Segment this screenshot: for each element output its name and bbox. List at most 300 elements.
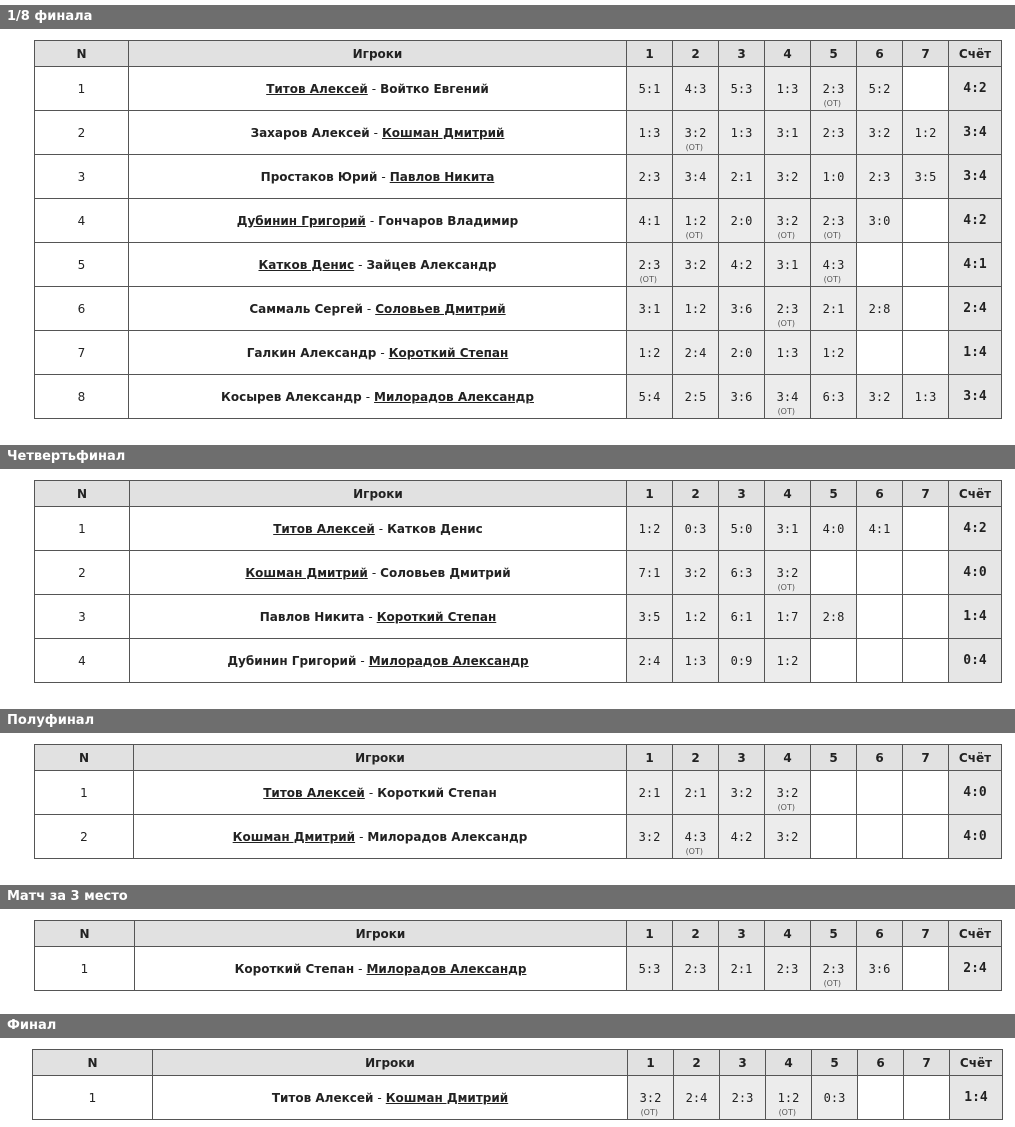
- game-score-1: [628, 1076, 674, 1120]
- overtime-mark: (ОТ): [685, 143, 703, 152]
- section-title: Финал: [0, 1014, 1015, 1038]
- game-score-2: [673, 771, 719, 815]
- match-number: 2: [35, 551, 130, 595]
- match-total-score: 1:4: [949, 331, 1002, 375]
- match-total-score: 2:4: [949, 947, 1002, 991]
- column-header-game-3: 3: [719, 41, 765, 67]
- match-number: 6: [35, 287, 129, 331]
- game-score-value: 2:3: [638, 169, 661, 184]
- match-row: [35, 67, 1002, 111]
- player-two: Соловьев Дмитрий: [380, 565, 511, 580]
- overtime-mark: (ОТ): [777, 231, 795, 240]
- game-score-value: 1:7: [776, 609, 799, 624]
- game-score-value: 2:1: [730, 961, 753, 976]
- player-two: Войтко Евгений: [380, 81, 489, 96]
- player-two: Короткий Степан: [377, 785, 497, 800]
- game-score-7: [903, 331, 949, 375]
- results-table: [34, 40, 1002, 419]
- game-score-value: 7:1: [638, 565, 661, 580]
- game-score-value: 2:3: [822, 213, 845, 228]
- match-players: [129, 67, 627, 111]
- game-score-7: [903, 947, 949, 991]
- game-score-1: [627, 199, 673, 243]
- header-row: [33, 1050, 1003, 1076]
- player-two[interactable]: Соловьев Дмитрий: [375, 301, 506, 316]
- overtime-mark: (ОТ): [777, 407, 795, 416]
- match-total-score: 3:4: [949, 375, 1002, 419]
- game-score-1: [627, 815, 673, 859]
- game-score-value: 3:2: [868, 125, 891, 140]
- game-score-value: 3:1: [638, 301, 661, 316]
- game-score-value: 2:3: [638, 257, 661, 272]
- game-score-1: [627, 595, 673, 639]
- game-score-5: [811, 155, 857, 199]
- game-score-3: [719, 507, 765, 551]
- game-score-value: 1:3: [684, 653, 707, 668]
- game-score-6: [857, 111, 903, 155]
- game-score-value: 1:2: [822, 345, 845, 360]
- column-header-game-3: 3: [720, 1050, 766, 1076]
- player-one[interactable]: Титов Алексей: [263, 785, 365, 800]
- player-one[interactable]: Титов Алексей: [273, 521, 375, 536]
- player-separator: -: [368, 785, 374, 800]
- game-score-value: 1:2: [776, 653, 799, 668]
- game-score-value: 4:2: [730, 829, 753, 844]
- column-header-game-3: 3: [719, 481, 765, 507]
- overtime-mark: (ОТ): [823, 99, 841, 108]
- game-score-2: [673, 67, 719, 111]
- game-score-7: [903, 507, 949, 551]
- game-score-7: [903, 67, 949, 111]
- column-header-game-2: 2: [673, 481, 719, 507]
- match-number: 7: [35, 331, 129, 375]
- game-score-4: [765, 815, 811, 859]
- results-table: [34, 920, 1002, 991]
- game-score-3: [719, 551, 765, 595]
- game-score-value: 2:3: [822, 81, 845, 96]
- column-header-game-7: 7: [903, 481, 949, 507]
- game-score-5: [811, 331, 857, 375]
- player-one[interactable]: Титов Алексей: [266, 81, 368, 96]
- game-score-value: 1:3: [638, 125, 661, 140]
- game-score-1: [627, 639, 673, 683]
- game-score-value: 2:3: [822, 125, 845, 140]
- game-score-2: [673, 507, 719, 551]
- game-score-7: [903, 551, 949, 595]
- match-number: 2: [35, 815, 134, 859]
- match-row: [35, 287, 1002, 331]
- game-score-3: [719, 287, 765, 331]
- game-score-6: [857, 771, 903, 815]
- match-players: [129, 111, 627, 155]
- column-header-game-6: 6: [857, 41, 903, 67]
- match-players: [134, 771, 627, 815]
- bracket-section: [0, 885, 1015, 988]
- match-row: [33, 1076, 1003, 1120]
- game-score-7: [903, 155, 949, 199]
- game-score-value: 6:1: [730, 609, 753, 624]
- match-players: [130, 551, 627, 595]
- header-row: [35, 481, 1002, 507]
- game-score-4: [765, 155, 811, 199]
- column-header-game-4: 4: [766, 1050, 812, 1076]
- game-score-value: 0:3: [684, 521, 707, 536]
- column-header-total: Счёт: [950, 1050, 1003, 1076]
- match-players: [134, 815, 627, 859]
- column-header-game-2: 2: [673, 745, 719, 771]
- game-score-value: 1:2: [777, 1090, 800, 1105]
- player-separator: -: [381, 169, 386, 184]
- game-score-4: [765, 111, 811, 155]
- column-header-players: Игроки: [134, 745, 627, 771]
- game-score-5: [811, 111, 857, 155]
- column-header-game-1: 1: [627, 745, 673, 771]
- game-score-value: 4:2: [730, 257, 753, 272]
- game-score-3: [719, 815, 765, 859]
- match-total-score: 0:4: [949, 639, 1002, 683]
- game-score-value: 3:2: [776, 213, 799, 228]
- game-score-value: 3:2: [684, 565, 707, 580]
- match-row: [35, 331, 1002, 375]
- game-score-6: [857, 199, 903, 243]
- player-separator: -: [377, 1090, 382, 1105]
- game-score-value: 4:0: [822, 521, 845, 536]
- column-header-players: Игроки: [130, 481, 627, 507]
- game-score-2: [673, 155, 719, 199]
- match-total-score: 4:2: [949, 507, 1002, 551]
- column-header-game-5: 5: [811, 41, 857, 67]
- game-score-value: 3:6: [730, 389, 753, 404]
- game-score-value: 3:0: [868, 213, 891, 228]
- player-two: Катков Денис: [387, 521, 483, 536]
- game-score-3: [719, 375, 765, 419]
- game-score-3: [719, 67, 765, 111]
- player-two[interactable]: Милорадов Александр: [368, 653, 529, 668]
- game-score-6: [857, 595, 903, 639]
- column-header-game-6: 6: [857, 481, 903, 507]
- player-separator: -: [378, 521, 384, 536]
- game-score-value: 3:6: [868, 961, 891, 976]
- game-score-4: [765, 639, 811, 683]
- game-score-3: [719, 111, 765, 155]
- match-row: [35, 551, 1002, 595]
- player-one: Захаров Алексей: [250, 125, 370, 140]
- player-two[interactable]: Кошман Дмитрий: [385, 1090, 509, 1105]
- player-one: Саммаль Сергей: [249, 301, 363, 316]
- player-separator: -: [368, 609, 373, 624]
- game-score-value: 6:3: [822, 389, 845, 404]
- match-number: 1: [35, 67, 129, 111]
- player-one[interactable]: Дубинин Григорий: [236, 213, 366, 228]
- game-score-6: [857, 67, 903, 111]
- overtime-mark: (ОТ): [685, 231, 703, 240]
- player-two[interactable]: Короткий Степан: [388, 345, 509, 360]
- game-score-value: 2:5: [684, 389, 707, 404]
- game-score-4: [765, 243, 811, 287]
- match-row: [35, 199, 1002, 243]
- game-score-4: [765, 67, 811, 111]
- match-number: 2: [35, 111, 129, 155]
- column-header-game-1: 1: [627, 921, 673, 947]
- game-score-6: [857, 331, 903, 375]
- overtime-mark: (ОТ): [823, 275, 841, 284]
- game-score-4: [765, 947, 811, 991]
- column-header-total: Счёт: [949, 41, 1002, 67]
- game-score-value: 2:1: [684, 785, 707, 800]
- game-score-2: [673, 551, 719, 595]
- column-header-game-5: 5: [811, 745, 857, 771]
- game-score-7: [903, 639, 949, 683]
- overtime-mark: (ОТ): [640, 1108, 658, 1117]
- game-score-value: 1:3: [730, 125, 753, 140]
- game-score-value: 2:0: [730, 213, 753, 228]
- column-header-game-2: 2: [673, 41, 719, 67]
- game-score-value: 3:6: [730, 301, 753, 316]
- column-header-game-4: 4: [765, 745, 811, 771]
- section-title: Полуфинал: [0, 709, 1015, 733]
- game-score-value: 0:3: [823, 1090, 846, 1105]
- game-score-5: [811, 947, 857, 991]
- column-header-players: Игроки: [135, 921, 627, 947]
- match-players: [130, 639, 627, 683]
- player-two: Зайцев Александр: [366, 257, 497, 272]
- player-one: Галкин Александр: [246, 345, 377, 360]
- match-players: [130, 595, 627, 639]
- game-score-2: [673, 243, 719, 287]
- game-score-6: [857, 243, 903, 287]
- game-score-value: 2:0: [730, 345, 753, 360]
- player-one[interactable]: Катков Денис: [258, 257, 355, 272]
- game-score-value: 5:2: [868, 81, 891, 96]
- player-two[interactable]: Короткий Степан: [376, 609, 497, 624]
- game-score-value: 2:3: [822, 961, 845, 976]
- game-score-2: [673, 947, 719, 991]
- match-players: [129, 243, 627, 287]
- game-score-value: 3:2: [776, 785, 799, 800]
- column-header-n: N: [33, 1050, 153, 1076]
- game-score-value: 4:3: [822, 257, 845, 272]
- match-row: [35, 771, 1002, 815]
- game-score-value: 4:1: [868, 521, 891, 536]
- game-score-value: 3:5: [638, 609, 661, 624]
- game-score-value: 2:3: [776, 301, 799, 316]
- column-header-total: Счёт: [949, 921, 1002, 947]
- player-two[interactable]: Кошман Дмитрий: [382, 125, 505, 140]
- match-players: [129, 287, 627, 331]
- game-score-value: 5:4: [638, 389, 661, 404]
- game-score-4: [765, 199, 811, 243]
- match-number: 1: [33, 1076, 153, 1120]
- match-row: [35, 639, 1002, 683]
- game-score-7: [903, 375, 949, 419]
- column-header-total: Счёт: [949, 745, 1002, 771]
- game-score-2: [673, 815, 719, 859]
- game-score-value: 2:8: [822, 609, 845, 624]
- game-score-value: 5:3: [638, 961, 661, 976]
- player-two[interactable]: Милорадов Александр: [366, 961, 527, 976]
- player-two[interactable]: Милорадов Александр: [374, 389, 534, 404]
- game-score-value: 3:1: [776, 125, 799, 140]
- bracket-section: [0, 5, 1015, 416]
- game-score-5: [811, 243, 857, 287]
- overtime-mark: (ОТ): [777, 583, 795, 592]
- game-score-6: [857, 287, 903, 331]
- match-row: [35, 815, 1002, 859]
- game-score-7: [903, 199, 949, 243]
- game-score-value: 3:2: [868, 389, 891, 404]
- match-number: 1: [35, 771, 134, 815]
- game-score-value: 3:5: [914, 169, 937, 184]
- match-number: 4: [35, 639, 130, 683]
- column-header-game-7: 7: [903, 921, 949, 947]
- game-score-value: 1:2: [914, 125, 937, 140]
- column-header-game-4: 4: [765, 481, 811, 507]
- match-players: [129, 375, 627, 419]
- game-score-3: [719, 771, 765, 815]
- game-score-value: 2:4: [638, 653, 661, 668]
- game-score-4: [765, 771, 811, 815]
- game-score-5: [811, 199, 857, 243]
- column-header-n: N: [35, 745, 134, 771]
- game-score-1: [627, 67, 673, 111]
- game-score-value: 5:3: [730, 81, 753, 96]
- game-score-6: [857, 551, 903, 595]
- column-header-game-7: 7: [904, 1050, 950, 1076]
- column-header-n: N: [35, 481, 130, 507]
- player-separator: -: [371, 565, 377, 580]
- player-two: Милорадов Александр: [367, 829, 528, 844]
- column-header-players: Игроки: [129, 41, 627, 67]
- match-total-score: 1:4: [950, 1076, 1003, 1120]
- game-score-4: [765, 375, 811, 419]
- match-number: 8: [35, 375, 129, 419]
- game-score-6: [857, 375, 903, 419]
- game-score-5: [811, 551, 857, 595]
- game-score-value: 1:3: [914, 389, 937, 404]
- game-score-value: 2:3: [731, 1090, 754, 1105]
- game-score-4: [766, 1076, 812, 1120]
- game-score-1: [627, 155, 673, 199]
- game-score-6: [857, 639, 903, 683]
- game-score-value: 3:2: [638, 829, 661, 844]
- match-row: [35, 375, 1002, 419]
- match-row: [35, 243, 1002, 287]
- game-score-5: [811, 639, 857, 683]
- column-header-game-7: 7: [903, 41, 949, 67]
- bracket-section: [0, 709, 1015, 856]
- column-header-game-2: 2: [674, 1050, 720, 1076]
- game-score-5: [811, 67, 857, 111]
- match-number: 1: [35, 947, 135, 991]
- column-header-game-5: 5: [811, 921, 857, 947]
- player-one[interactable]: Кошман Дмитрий: [232, 829, 356, 844]
- game-score-value: 5:1: [638, 81, 661, 96]
- game-score-value: 1:3: [776, 345, 799, 360]
- player-one: Короткий Степан: [234, 961, 355, 976]
- game-score-value: 2:4: [685, 1090, 708, 1105]
- match-total-score: 2:4: [949, 287, 1002, 331]
- game-score-4: [765, 551, 811, 595]
- player-separator: -: [358, 961, 363, 976]
- game-score-value: 5:0: [730, 521, 753, 536]
- player-separator: -: [365, 389, 371, 404]
- match-players: [135, 947, 627, 991]
- column-header-n: N: [35, 41, 129, 67]
- game-score-value: 3:2: [684, 257, 707, 272]
- match-total-score: 4:1: [949, 243, 1002, 287]
- player-one: Титов Алексей: [271, 1090, 374, 1105]
- match-total-score: 3:4: [949, 155, 1002, 199]
- game-score-value: 2:3: [684, 961, 707, 976]
- match-players: [130, 507, 627, 551]
- game-score-6: [858, 1076, 904, 1120]
- match-players: [153, 1076, 628, 1120]
- game-score-7: [903, 243, 949, 287]
- results-table: [32, 1049, 1003, 1120]
- game-score-3: [719, 595, 765, 639]
- game-score-5: [811, 375, 857, 419]
- match-total-score: 3:4: [949, 111, 1002, 155]
- column-header-game-6: 6: [858, 1050, 904, 1076]
- overtime-mark: (ОТ): [777, 803, 795, 812]
- column-header-game-6: 6: [857, 921, 903, 947]
- game-score-value: 1:2: [684, 609, 707, 624]
- player-separator: -: [359, 829, 364, 844]
- game-score-value: 2:3: [776, 961, 799, 976]
- game-score-4: [765, 595, 811, 639]
- game-score-value: 2:3: [868, 169, 891, 184]
- game-score-2: [673, 375, 719, 419]
- game-score-7: [904, 1076, 950, 1120]
- game-score-value: 3:2: [776, 565, 799, 580]
- overtime-mark: (ОТ): [685, 847, 703, 856]
- game-score-7: [903, 595, 949, 639]
- game-score-value: 3:1: [776, 521, 799, 536]
- game-score-5: [812, 1076, 858, 1120]
- column-header-game-5: 5: [812, 1050, 858, 1076]
- player-separator: -: [373, 125, 378, 140]
- game-score-5: [811, 507, 857, 551]
- game-score-2: [673, 639, 719, 683]
- game-score-value: 1:2: [638, 521, 661, 536]
- match-total-score: 4:0: [949, 815, 1002, 859]
- game-score-7: [903, 111, 949, 155]
- game-score-6: [857, 815, 903, 859]
- match-total-score: 4:2: [949, 67, 1002, 111]
- game-score-7: [903, 287, 949, 331]
- game-score-value: 3:4: [684, 169, 707, 184]
- player-one[interactable]: Кошман Дмитрий: [245, 565, 368, 580]
- match-row: [35, 947, 1002, 991]
- game-score-3: [719, 155, 765, 199]
- game-score-value: 3:2: [730, 785, 753, 800]
- game-score-value: 1:0: [822, 169, 845, 184]
- match-total-score: 4:0: [949, 551, 1002, 595]
- game-score-3: [720, 1076, 766, 1120]
- overtime-mark: (ОТ): [778, 1108, 796, 1117]
- game-score-2: [674, 1076, 720, 1120]
- column-header-game-2: 2: [673, 921, 719, 947]
- column-header-game-1: 1: [627, 481, 673, 507]
- game-score-value: 3:1: [776, 257, 799, 272]
- bracket-section: [0, 445, 1015, 668]
- game-score-5: [811, 595, 857, 639]
- game-score-1: [627, 375, 673, 419]
- game-score-1: [627, 111, 673, 155]
- player-two[interactable]: Павлов Никита: [389, 169, 495, 184]
- player-one: Косырев Александр: [221, 389, 362, 404]
- player-separator: -: [380, 345, 385, 360]
